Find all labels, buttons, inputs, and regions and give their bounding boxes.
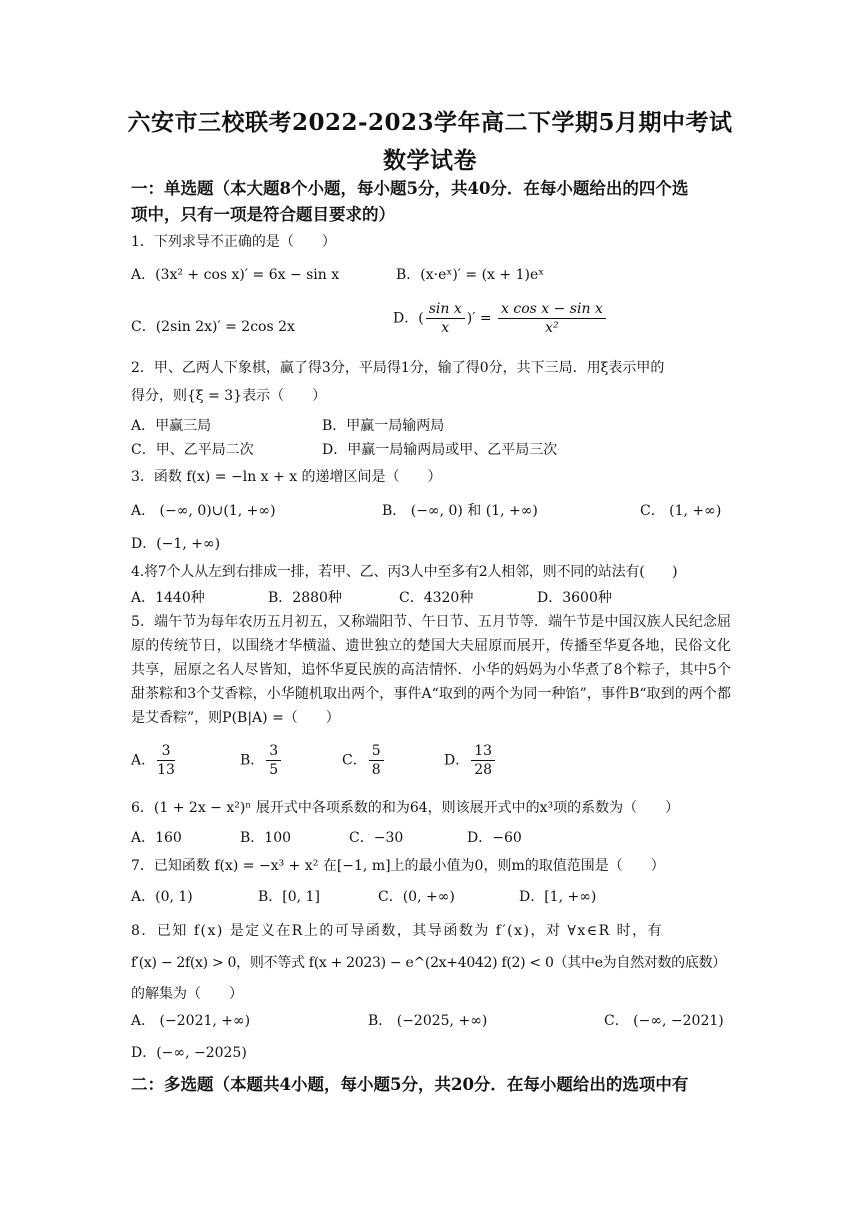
- q8-stem-line1: 8．已知 f(x) 是定义在R上的可导函数，其导函数为 f′(x)，对 ∀x∈R 时，有: [131, 923, 664, 939]
- q6-option-b: B．100: [240, 830, 292, 846]
- q3-option-d: D．(−1, +∞): [131, 536, 221, 552]
- q7-stem: 7．已知函数 f(x) = −x³ + x² 在[−1, m]上的最小值为0，则m的取值范围是（ ）: [131, 858, 665, 874]
- q2-option-a: A．甲赢三局: [131, 418, 212, 434]
- q2-option-d: D．甲赢一局输两局或甲、乙平局三次: [322, 442, 558, 458]
- q6-option-d: D．−60: [467, 830, 522, 846]
- section-1-heading: 一：单选题（本大题8个小题，每小题5分，共40分．在每小题给出的四个选 项中，只有一项是符合题目要求的）: [131, 179, 689, 224]
- q7-option-b: B．[0, 1]: [258, 889, 320, 905]
- q5-option-c: C． $\frac{5}{8}$: [342, 742, 386, 779]
- q1-option-b: B．(x·eˣ)′ = (x + 1)eˣ: [396, 267, 545, 283]
- q2-stem-line1: 2．甲、乙两人下象棋，赢了得3分，平局得1分，输了得0分，共下三局．用ξ表示甲的: [131, 360, 665, 376]
- q4-option-b: B．2880种: [268, 590, 342, 606]
- q7-option-c: C．(0, +∞): [378, 889, 455, 905]
- q5-option-b: B． $\frac{3}{5}$: [240, 742, 283, 779]
- q5-option-d: D． $\frac{13}{28}$: [444, 742, 497, 779]
- q4-option-a: A．1440种: [131, 590, 205, 606]
- exam-subtitle: 数学试卷: [383, 147, 477, 174]
- q1-option-d: D．( $\frac{\text{sin x}}{x}$ )′ = $\frac{\text{x cos x − sin x}}{\text{x²}}$: [393, 300, 608, 337]
- q8-option-b: B． (−2025, +∞): [368, 1013, 488, 1029]
- q7-option-a: A．(0, 1): [131, 889, 193, 905]
- q8-option-d: D．(−∞, −2025): [131, 1045, 247, 1061]
- q8-stem-line3: 的解集为（ ）: [131, 986, 243, 1002]
- exam-title: 六安市三校联考2022-2023学年高二下学期5月期中考试: [127, 109, 733, 136]
- q2-option-c: C．甲、乙平局二次: [131, 442, 254, 458]
- section-2-heading: 二：多选题（本题共4小题，每小题5分，共20分．在每小题给出的选项中有: [131, 1075, 689, 1094]
- q1-option-c: C．(2sin 2x)′ = 2cos 2x: [131, 319, 295, 335]
- q6-option-c: C．−30: [349, 830, 404, 846]
- q8-stem-line2: f′(x) − 2f(x) > 0，则不等式 f(x + 2023) − e^(2x+4042) f(2) < 0（其中e为自然对数的底数）: [131, 955, 726, 971]
- q4-option-d: D．3600种: [537, 590, 612, 606]
- q1-stem: 1．下列求导不正确的是（ ）: [131, 234, 336, 250]
- q6-stem: 6．(1 + 2x − x²)ⁿ 展开式中各项系数的和为64，则该展开式中的x³项的系数为（ ）: [131, 800, 680, 816]
- q5-stem: 5．端午节为每年农历五月初五，又称端阳节、午日节、五月节等．端午节是中国汉族人民纪念屈原的传统节日，以围绕才华横溢、遗世独立的楚国大夫屈原而展开，传播至华夏各地，民俗文化共享，屈原之名人尽皆知，追怀华夏民族的高洁情怀．小华的妈妈为小华煮了8个粽子，其中5个甜茶粽和3个艾香粽，小华随机取出两个，事件A“取到的两个为同一种馅”，事件B“取到的两个都是艾香粽”，则P(B|A) =（ ）: [131, 614, 731, 726]
- q6-option-a: A．160: [131, 830, 182, 846]
- q2-stem-line2: 得分，则{ξ = 3}表示（ ）: [131, 388, 327, 404]
- q3-option-c: C． (1, +∞): [640, 503, 722, 519]
- q2-option-b: B．甲赢一局输两局: [322, 418, 445, 434]
- q8-option-a: A． (−2021, +∞): [131, 1013, 251, 1029]
- q1-option-a: A．(3x² + cos x)′ = 6x − sin x: [131, 267, 340, 283]
- q3-option-a: A． (−∞, 0)∪(1, +∞): [131, 503, 276, 519]
- q7-option-d: D．[1, +∞): [519, 889, 597, 905]
- q4-option-c: C．4320种: [399, 590, 474, 606]
- q5-option-a: A． $\frac{3}{13}$: [131, 743, 175, 778]
- q8-option-c: C． (−∞, −2021): [604, 1013, 724, 1029]
- q3-option-b: B． (−∞, 0) 和 (1, +∞): [382, 503, 538, 519]
- q4-stem: 4.将7个人从左到右排成一排，若甲、乙、丙3人中至多有2人相邻，则不同的站法有( ): [131, 564, 678, 580]
- q3-stem: 3．函数 f(x) = −ln x + x 的递增区间是（ ）: [131, 469, 442, 485]
